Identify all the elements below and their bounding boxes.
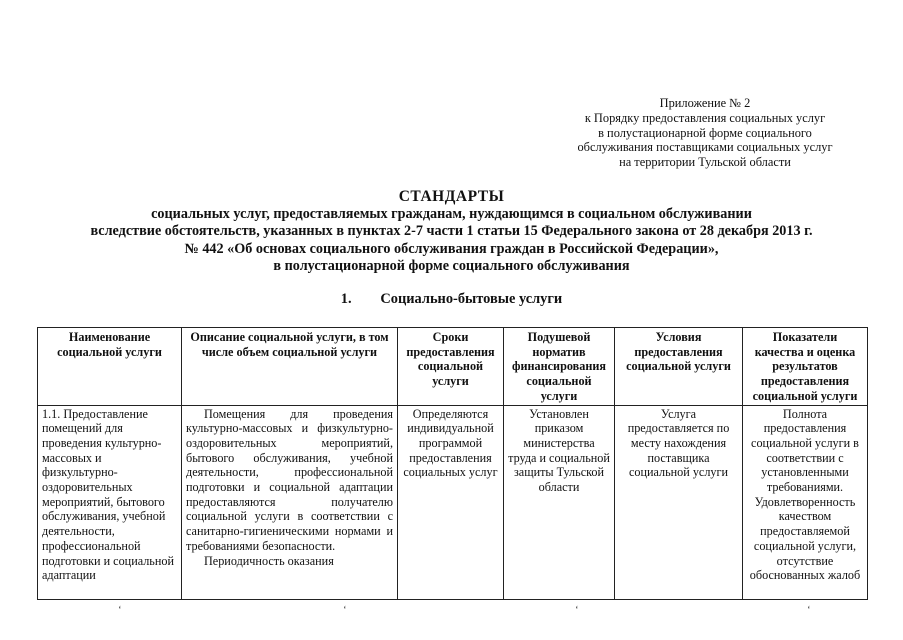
- table-header-row: [38, 328, 868, 406]
- appendix-line: обслуживания поставщиками социальных услуг: [577, 140, 833, 155]
- scan-artifacts: [0, 604, 903, 618]
- scan-mark: ‘: [343, 604, 347, 616]
- section-title: Социально-бытовые услуги: [380, 291, 563, 307]
- appendix-line: к Порядку предоставления социальных услуг: [584, 110, 826, 125]
- title-main: СТАНДАРТЫ: [398, 188, 505, 205]
- appendix-line: в полустационарной форме социального: [598, 125, 812, 140]
- table-row: [38, 405, 868, 599]
- appendix-line: на территории Тульской области: [619, 155, 791, 170]
- service-name-cell: 1.1. Предоставление помещений для проведения культурно-массовых и физкультурно-оздоровительных мероприятий, бытового обслуживания, учебной деятельности, профессиональной подготовки и социальной адаптации: [38, 405, 182, 599]
- document-title: [40, 187, 863, 276]
- scan-mark: ‘: [575, 604, 579, 616]
- service-quality-cell: Полнота предоставления социальной услуги в соответствии с установленными требованиями. Удовлетворенность качеством предоставляемой социальной услуги, отсутствие обоснованных жалоб: [743, 405, 868, 599]
- appendix-line: Приложение № 2: [659, 96, 751, 110]
- title-line: вследствие обстоятельств, указанных в пунктах 2-7 части 1 статьи 15 Федерального закона от 28 декабря 2013 г.: [90, 223, 813, 240]
- description-paragraph: Помещения для проведения культурно-массовых и физкультурно-оздоровительных мероприятий, бытового обслуживания, учебной деятельности, профессиональной подготовки и социальной адаптации предоставляются получателю социальной услуги в соответствии с санитарно-гигиеническими нормами и требованиями безопасности.: [186, 406, 393, 553]
- service-norm-cell: Установлен приказом министерства труда и социальной защиты Тульской области: [504, 405, 615, 599]
- title-line: в полустационарной форме социального обслуживания: [273, 258, 630, 275]
- title-line: № 442 «Об основах социального обслуживания граждан в Российской Федерации»,: [184, 240, 719, 257]
- column-header: Условия предоставления социальной услуги: [615, 328, 743, 406]
- column-header: Наименование социальной услуги: [38, 328, 182, 406]
- standards-table: [37, 327, 868, 600]
- column-header: Сроки предоставления социальной услуги: [398, 328, 504, 406]
- column-header: Показатели качества и оценка результатов предоставления социальной услуги: [743, 328, 868, 406]
- description-paragraph: Периодичность оказания: [204, 553, 334, 568]
- service-description-cell: [182, 405, 398, 599]
- title-line: социальных услуг, предоставляемых гражданам, нуждающимся в социальном обслуживании: [151, 206, 752, 222]
- service-terms-cell: Определяются индивидуальной программой предоставления социальных услуг: [398, 405, 504, 599]
- column-header: Описание социальной услуги, в том числе объем социальной услуги: [182, 328, 398, 406]
- section-number: 1.: [340, 291, 352, 307]
- appendix-header: [540, 96, 870, 170]
- scan-mark: ‘: [807, 604, 811, 616]
- section-heading: [0, 291, 903, 308]
- column-header: Подушевой норматив финансирования социальной услуги: [504, 328, 615, 406]
- service-conditions-cell: Услуга предоставляется по месту нахождения поставщика социальной услуги: [615, 405, 743, 599]
- scan-mark: ‘: [118, 604, 122, 616]
